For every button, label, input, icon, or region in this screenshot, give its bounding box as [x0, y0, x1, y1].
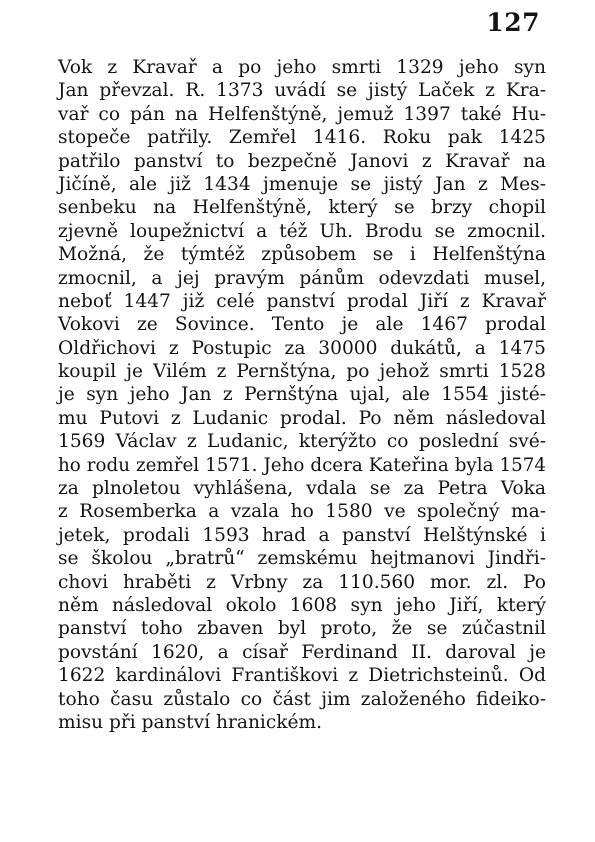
text-line: povstání 1620, a císař Ferdinand II. daroval je [58, 641, 546, 663]
text-line: zmocnil, a jej pravým pánům odevzdati musel, [58, 267, 546, 289]
text-line: Možná, že týmtéž způsobem se i Helfenštýna [58, 244, 546, 266]
text-line: toho času zůstalo co část jim založeného fideiko- [58, 688, 546, 710]
text-line: z Rosemberka a vzala ho 1580 ve společný ma- [58, 501, 546, 523]
text-line: Jičíně, ale již 1434 jmenuje se jistý Jan z Mes- [58, 173, 546, 195]
text-line: patřilo panství to bezpečně Janovi z Kravař na [58, 150, 546, 172]
text-line: Vokovi ze Sovince. Tento je ale 1467 prodal [58, 314, 546, 336]
text-line: jetek, prodali 1593 hrad a panství Helštýnské i [58, 524, 546, 546]
text-line: Jan převzal. R. 1373 uvádí se jistý Laček z Kra- [58, 80, 546, 102]
text-line: vař co pán na Helfenštýně, jemuž 1397 také Hu- [58, 103, 546, 125]
text-line: chovi hraběti z Vrbny za 110.560 mor. zl. Po [58, 571, 546, 593]
text-line: mu Putovi z Ludanic prodal. Po něm následoval [58, 407, 546, 429]
text-line: Oldřichovi z Postupic za 30000 dukátů, a 1475 [58, 337, 546, 359]
page-number: 127 [486, 8, 540, 37]
text-line: 1622 kardinálovi Františkovi z Dietrichsteinů. Od [58, 665, 546, 687]
text-line: něm následoval okolo 1608 syn jeho Jiří, který [58, 594, 546, 616]
text-line: neboť 1447 již celé panství prodal Jiří z Kravař [58, 290, 546, 312]
body-text [58, 56, 546, 734]
text-line: koupil je Vilém z Pernštýna, po jehož smrti 1528 [58, 361, 546, 383]
text-line: za plnoletou vyhlášena, vdala se za Petra Voka [58, 478, 546, 500]
text-line: panství toho zbaven byl proto, že se zúčastnil [58, 618, 546, 640]
text-line: Vok z Kravař a po jeho smrti 1329 jeho syn [58, 57, 546, 78]
text-line: je syn jeho Jan z Pernštýna ujal, ale 1554 jisté- [58, 384, 546, 406]
text-line: stopeče patřily. Zemřel 1416. Roku pak 1425 [58, 127, 546, 149]
text-line: zjevně loupežnictví a též Uh. Brodu se zmocnil. [58, 220, 546, 242]
text-line: senbeku na Helfenštýně, který se brzy chopil [58, 197, 546, 219]
text-line: ho rodu zemřel 1571. Jeho dcera Kateřina byla 1574 [58, 454, 546, 476]
text-line: 1569 Václav z Ludanic, kterýžto co poslední své- [58, 431, 546, 453]
text-line: misu při panství hranickém. [58, 711, 323, 733]
text-line: se školou „bratrů“ zemskému hejtmanovi Jindři- [58, 548, 546, 570]
